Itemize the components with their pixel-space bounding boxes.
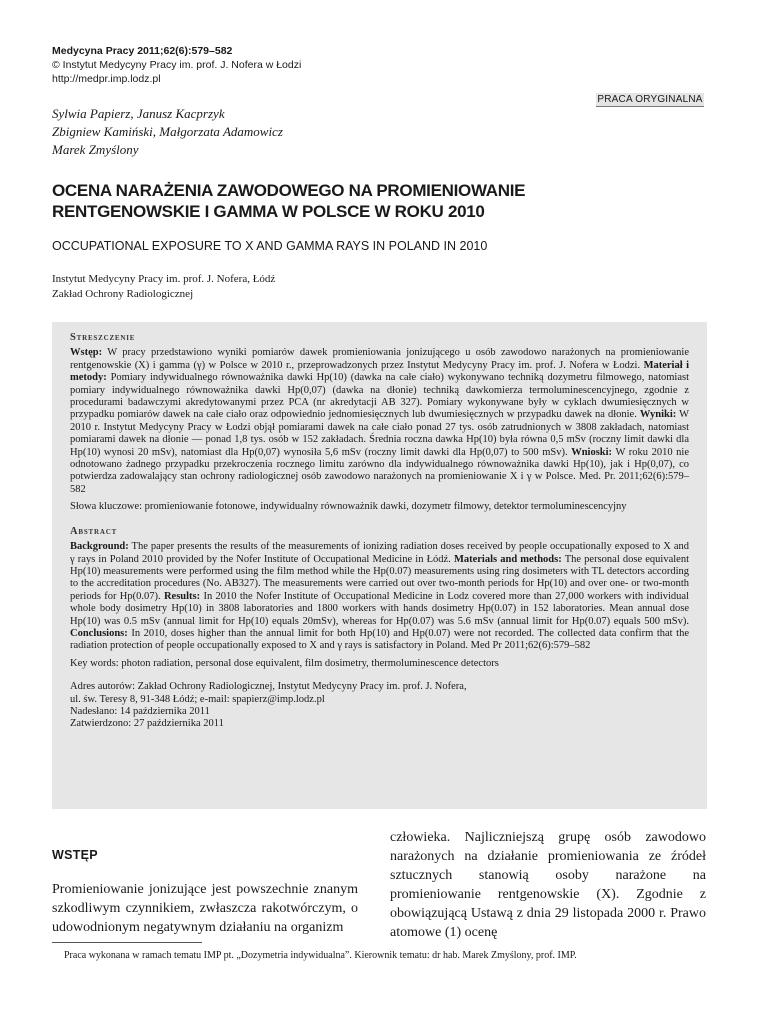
streszczenie-keywords: Słowa kluczowe: promieniowanie fotonowe, indywidualny równoważnik dawki, dozymetr filmowy, detektor termoluminescencyjny <box>70 501 627 513</box>
abstract-label: Background: <box>70 541 129 553</box>
author-line: Marek Zmyślony <box>52 142 139 157</box>
streszczenie-body: W pracy przedstawiono wyniki pomiarów dawek promieniowania jonizującego u osób zawodowo narażonych na promieniowanie rentgenowskie (X) i gamma (γ) w Polsce w 2010 r., przeprowadzonych przez Instytut Medycyny Pracy im. prof. J. Nofera w Łodzi. <box>70 347 689 371</box>
streszczenie-label: Wnioski: <box>571 446 613 458</box>
body-column-left <box>52 840 358 937</box>
body-paragraph: Promieniowanie jonizujące jest powszechnie znanym szkodliwym czynnikiem, zwłaszcza rakotwórczym, o udowodnionym negatywnym działaniu na organizm <box>52 882 358 935</box>
author-line: Zbigniew Kamiński, Małgorzata Adamowicz <box>52 124 283 139</box>
abstract-label: Results: <box>163 590 201 602</box>
author-address <box>70 681 689 731</box>
streszczenie-label: Materiał i metody: <box>70 359 690 384</box>
journal-copyright: © Instytut Medycyny Pracy im. prof. J. Nofera w Łodzi <box>52 59 302 71</box>
address-line: Zatwierdzono: 27 października 2011 <box>70 718 224 730</box>
section-heading: WSTĘP <box>52 848 98 862</box>
address-line: ul. św. Teresy 8, 91-348 Łódź; e-mail: spapierz@imp.lodz.pl <box>70 693 325 705</box>
streszczenie-label: Wstęp: <box>70 347 103 359</box>
abstract-text <box>70 541 689 653</box>
streszczenie-heading: Streszczenie <box>70 332 136 343</box>
affiliation-line: Zakład Ochrony Radiologicznej <box>52 288 194 300</box>
abstract-keywords: Key words: photon radiation, personal dose equivalent, film dosimetry, thermoluminescence detectors <box>70 657 499 669</box>
abstract-label: Conclusions: <box>70 627 128 639</box>
abstract-heading: Abstract <box>70 525 118 537</box>
article-title-line: OCENA NARAŻENIA ZAWODOWEGO NA PROMIENIOWANIE <box>52 181 526 200</box>
streszczenie-label: Wyniki: <box>639 409 677 421</box>
streszczenie-body: Pomiary indywidualnego równoważnika dawki Hp(10) (dawka na całe ciało) wykonywano techniką dozymetru filmowego, natomiast pomiary indywidualnego równoważnika dawki Hp(0,07) (dawka na dłonie) techniką dawkomierza termoluminescencyjnego, zgodnie z procedurami badawczymi akredytowanymi przez PCA (nr akredytacji AB 327). Pomiary wykonywane były w cyklach dwumiesięcznych w przypadku pomiarów dawek na całe ciało oraz odpowiednio jednomiesięcznych lub dwumiesięcznych w przypadku dawek na dłonie. <box>70 372 689 421</box>
streszczenie-text <box>70 347 689 496</box>
article-title <box>52 180 692 222</box>
body-column-right <box>390 828 706 942</box>
streszczenie-body: W roku 2010 nie odnotowano żadnego przypadku przekroczenia rocznego limitu zarówno dla indywidualnego równoważnika dawki Hp(10), jak i Hp(0,07), co potwierdza zadowalający stan ochrony radiologicznej osób zawodowo narażonych na promieniowanie X i γ w Polsce. Med. Pr. 2011;62(6):579–582 <box>70 446 690 495</box>
author-list <box>52 105 283 159</box>
author-line: Sylwia Papierz, Janusz Kacprzyk <box>52 106 225 121</box>
affiliation <box>52 272 275 302</box>
journal-url[interactable]: http://medpr.imp.lodz.pl <box>52 73 161 85</box>
affiliation-line: Instytut Medycyny Pracy im. prof. J. Nofera, Łódź <box>52 273 276 285</box>
footnote-divider <box>52 942 202 943</box>
abstract-body: The personal dose equivalent Hp(10) measurements were performed using the film method while the Hp(0.07) measurements using ring dosimeters with TL detectors according to the accreditation procedures (No. AB327). The measurements were carried out over two-month periods for Hp(10) and over one- or two-month periods for Hp(0.07). <box>70 553 689 602</box>
article-title-line: RENTGENOWSKIE I GAMMA W POLSCE W ROKU 2010 <box>52 202 485 221</box>
abstract-body: In 2010, doses higher than the annual limit for both Hp(10) and Hp(0.07) were not recorded. The collected data confirm that the radiation protection of people occupationally exposed to X and γ rays is satisfactory in Poland. Med Pr 2011;62(6):579–582 <box>70 627 689 652</box>
article-type-label: PRACA ORYGINALNA <box>597 94 703 105</box>
journal-header <box>52 44 301 86</box>
address-line: Nadesłano: 14 października 2011 <box>70 705 210 717</box>
journal-citation: Medycyna Pracy 2011;62(6):579–582 <box>52 45 233 57</box>
abstract-box <box>52 322 707 809</box>
abstract-body: In 2010 the Nofer Institute of Occupational Medicine in Lodz covered more than 27,000 workers with individual whole body dosimetry Hp(10) in 3808 laboratories and 1800 workers with hands dosimetry Hp(0.07) in 152 laboratories. Mean annual dose Hp(10) was 0.5 mSv (annual limit for Hp(10) equals 20mSv), whereas for Hp(0.07) was 5.6 mSv (annual limit for Hp(0.07) equals 500 mSv). <box>70 590 689 627</box>
article-subtitle: OCCUPATIONAL EXPOSURE TO X AND GAMMA RAYS IN POLAND IN 2010 <box>52 239 488 253</box>
body-paragraph: człowieka. Najliczniejszą grupę osób zawodowo narażonych na działanie promieniowania ze źródeł sztucznych stanowią osoby narażone na promieniowanie rentgenowskie (X). Zgodnie z obowiązującą Ustawą z dnia 29 listopada 2000 r. Prawo atomowe (1) ocenę <box>390 830 706 940</box>
footnote: Praca wykonana w ramach tematu IMP pt. „Dozymetria indywidualna”. Kierownik tematu: dr hab. Marek Zmyślony, prof. IMP. <box>64 950 577 961</box>
streszczenie-body: W 2010 r. Instytut Medycyny Pracy w Łodzi objął pomiarami dawek na całe ciało ponad 27 tys. osób zatrudnionych w 3808 zakładach, natomiast pomiarami dawek na dłonie — ponad 1,8 tys. osób w 152 zakładach. Średnia roczna dawka Hp(10) była równa 0,5 mSv (roczny limit dawki dla Hp(10) wynosi 20 mSv), natomiast dla Hp(0,07) wynosiła 5,6 mSv (roczny limit dawki dla Hp(0,07) to 500 mSv). <box>70 409 689 458</box>
address-line: Adres autorów: Zakład Ochrony Radiologicznej, Instytut Medycyny Pracy im. prof. J. Nofera, <box>70 681 467 693</box>
abstract-label: Materials and methods: <box>453 553 562 565</box>
abstract-body: The paper presents the results of the measurements of ionizing radiation doses received by people occupationally exposed to X and γ rays in Poland 2010 provided by the Nofer Institute of Occupational Medicine in Łódź. <box>70 541 689 565</box>
